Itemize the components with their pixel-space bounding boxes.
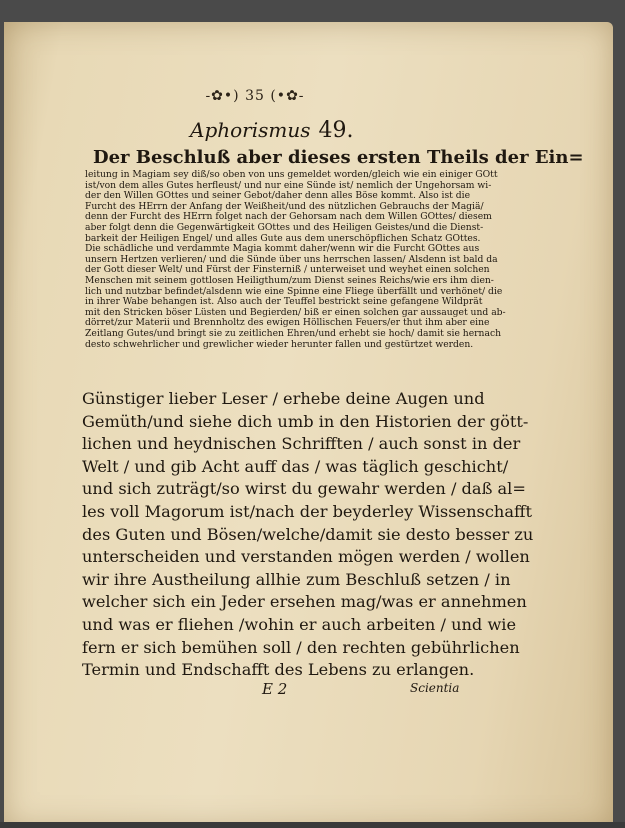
text-line: aber folgt denn die Gegenwärtigkeit GOttes und des Heiligen Geistes/und die Dienst-: [85, 222, 484, 233]
text-line: Günstiger lieber Leser / erhebe deine Augen und: [82, 389, 485, 408]
paragraph-first-line: Der Beschluß aber dieses ersten Theils der Ein=: [93, 147, 584, 168]
text-line: welcher sich ein Jeder ersehen mag/was er annehmen: [82, 592, 527, 612]
text-line: les voll Magorum ist/nach der beyderley Wissenschafft: [82, 501, 532, 521]
text-line: lich und nutzbar befindet/alsdenn wie eine Spinne eine Fliege überfällt und verhönet/ die: [85, 286, 503, 297]
aphorism-title: Aphorismus: [190, 118, 311, 142]
scan-edge: [0, 822, 625, 828]
text-line: der Gott dieser Welt/ und Fürst der Finsterniß / unterweiset und weyhet einen solchen: [85, 265, 490, 276]
text-line: in ihrer Wabe behangen ist. Also auch der Teuffel bestrickt seine gefangene Wildprät: [85, 297, 483, 308]
text-line: Menschen mit seinem gottlosen Heiligthum/zum Dienst seines Reichs/wie ers ihm dien-: [85, 275, 494, 286]
text-line: Die schädliche und verdammte Magia kommt daher/wenn wir die Furcht GOttes aus: [85, 244, 480, 255]
text-line: ist/von dem alles Gutes herfleust/ und nur eine Sünde ist/ nemlich der Ungehorsam wi-: [85, 180, 492, 191]
text-line: und was er fliehen /wohin er auch arbeiten / und wie: [82, 614, 517, 634]
text-line: unterscheiden und verstanden mögen werden / wollen: [82, 547, 530, 567]
aphorism-number: 49.: [318, 118, 354, 143]
text-line: wir ihre Austheilung allhie zum Beschluß setzen / in: [82, 569, 511, 589]
text-line: fern er sich bemühen soll / den rechten gebührlichen: [82, 637, 520, 657]
text-line: Gemüth/und siehe dich umb in den Historien der gött-: [82, 411, 529, 431]
text-line: dörret/zur Materii und Brennholtz des ewigen Höllischen Feuers/er thut ihm aber eine: [85, 318, 490, 329]
text-line: Zeitlang Gutes/und bringt sie zu zeitlichen Ehren/und erhebt sie hoch/ damit sie hernach: [85, 328, 502, 339]
text-line: barkeit der Heiligen Engel/ und alles Gute aus dem unerschöpflichen Schatz GOttes.: [85, 233, 481, 244]
text-line: und sich zuträgt/so wirst du gewahr werden / daß al=: [82, 479, 526, 499]
aphorism-heading: [190, 118, 354, 143]
text-line: mit den Stricken böser Lüsten und Begierden/ biß er einen solchen gar aussauget und ab-: [85, 307, 506, 318]
text-line: Furcht des HErrn der Anfang der Weißheit/und des nützlichen Gebrauchs der Magiä/: [85, 201, 484, 212]
text-line: Termin und Endschafft des Lebens zu erlangen.: [82, 660, 475, 680]
large-print-paragraph: [82, 388, 564, 682]
text-line: lichen und heydnischen Schrifften / auch sonst in der: [82, 434, 521, 454]
catchword: Scientia: [410, 681, 460, 695]
text-line: Welt / und gib Acht auff das / was täglich geschicht/: [82, 456, 509, 476]
text-line: desto schwehrlicher und grewlicher wieder herunter fallen und gestürtzet werden.: [85, 339, 474, 350]
text-line: denn der Furcht des HErrn folget nach der Gehorsam nach dem Willen GOttes/ diesem: [85, 212, 492, 223]
page-number-header: -✿•) 35 (•✿-: [205, 88, 305, 104]
text-line: der den Willen GOttes und seiner Gebot/daher denn alles Böse kommt. Also ist die: [85, 191, 471, 202]
small-print-paragraph: [85, 147, 584, 350]
text-line: leitung in Magiam sey diß/so oben von uns gemeldet worden/gleich wie ein einiger GOtt: [85, 170, 498, 180]
text-line: unsern Hertzen verlieren/ und die Sünde über uns herrschen lassen/ Alsdenn ist bald da: [85, 254, 498, 265]
text-line: des Guten und Bösen/welche/damit sie desto besser zu: [82, 524, 534, 544]
signature-mark: E 2: [262, 680, 288, 698]
